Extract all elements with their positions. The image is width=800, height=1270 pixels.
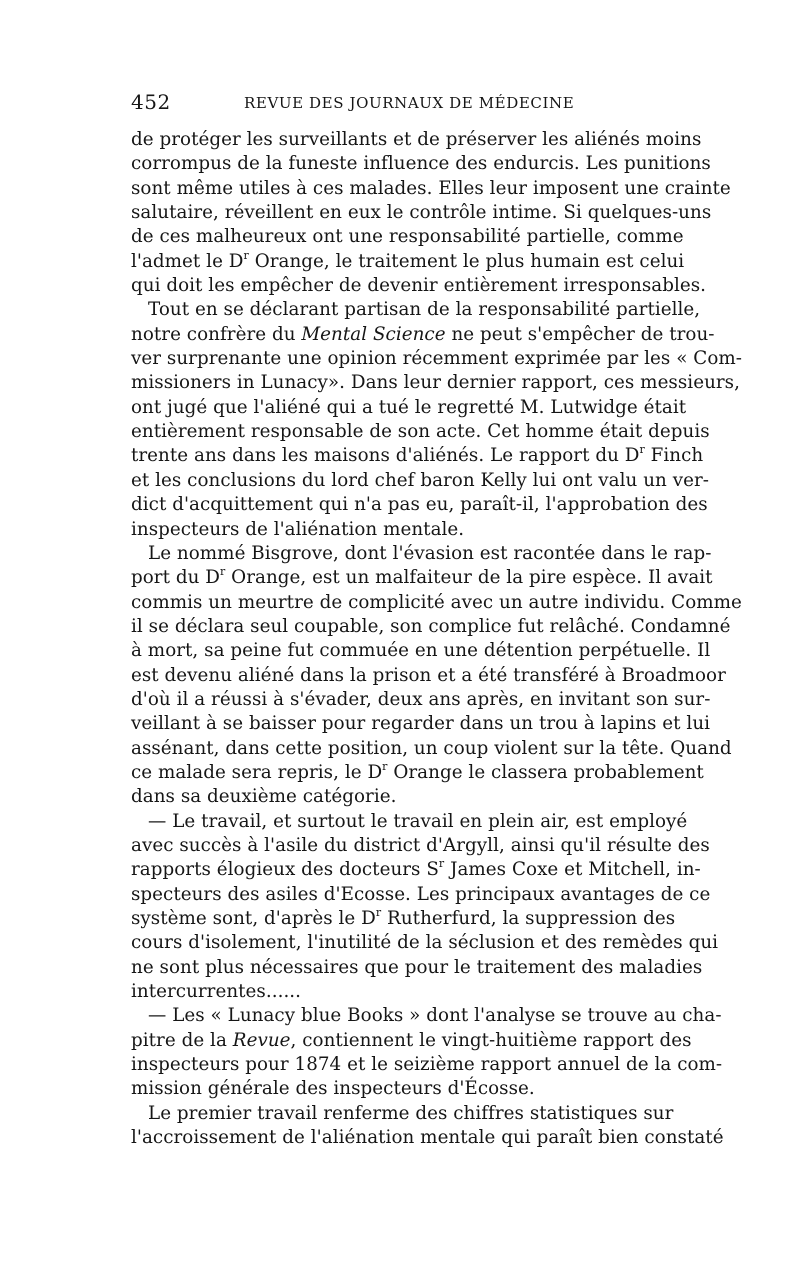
text-line xyxy=(131,1102,674,1126)
text-line xyxy=(131,225,684,249)
line-text-start: trente ans dans les maisons d'aliénés. Le rapport du D xyxy=(131,445,640,467)
text-line xyxy=(131,883,711,907)
text-line xyxy=(131,152,711,176)
text-line xyxy=(131,518,671,542)
text-line xyxy=(131,420,710,444)
text-line xyxy=(131,396,687,420)
line-text: de protéger les surveillants et de préserver les aliénés moins xyxy=(131,129,702,150)
text-line xyxy=(131,905,676,931)
line-text-start: pitre de la xyxy=(131,1029,233,1051)
line-text-start: port du D xyxy=(131,567,220,589)
text-line xyxy=(131,493,708,517)
running-title: REVUE DES JOURNAUX DE MÉDECINE xyxy=(244,94,575,112)
text-line xyxy=(131,639,711,663)
text-line xyxy=(131,298,701,322)
line-text-start: notre confrère du xyxy=(131,323,302,345)
line-text: intercurrentes...... xyxy=(131,981,302,1003)
line-text: specteurs des asiles d'Ecosse. Les principaux avantages de ce xyxy=(131,883,711,905)
line-text-end: , contiennent le vingt-huitième rapport des xyxy=(290,1029,692,1051)
text-line xyxy=(131,810,688,834)
line-text: inspecteurs pour 1874 et le seizième rapport annuel de la com- xyxy=(131,1054,723,1076)
line-text: est devenu aliéné dans la prison et a été transféré à Broadmoor xyxy=(131,664,726,686)
text-line xyxy=(131,591,742,615)
line-text: avec succès à l'asile du district d'Argyll, ainsi qu'il résulte des xyxy=(131,834,710,856)
line-text: corrompus de la funeste influence des endurcis. Les punitions xyxy=(131,153,711,175)
line-text: — Les « Lunacy blue Books » dont l'analyse se trouve au cha- xyxy=(148,1005,722,1027)
line-text: il se déclara seul coupable, son complice fut relâché. Condamné xyxy=(131,615,731,637)
text-line xyxy=(131,128,702,152)
line-text: veillant à se baisser pour regarder dans un trou à lapins et lui xyxy=(131,713,711,735)
line-text-end: Orange le classera probablement xyxy=(387,761,704,783)
text-line xyxy=(131,664,726,688)
text-line xyxy=(131,1053,723,1077)
text-line xyxy=(131,834,710,858)
text-line xyxy=(131,248,685,274)
line-text-start: ce malade sera repris, le D xyxy=(131,761,383,783)
superscript: r xyxy=(243,248,249,262)
page-number: 452 xyxy=(131,90,171,114)
text-line xyxy=(131,274,707,298)
line-text-start: système sont, d'après le D xyxy=(131,908,376,929)
line-text: salutaire, réveillent en eux le contrôle intime. Si quelques-uns xyxy=(131,202,712,224)
line-text-end: James Coxe et Mitchell, in- xyxy=(444,859,701,881)
line-text-start: l'admet le D xyxy=(131,250,244,272)
superscript: r xyxy=(220,565,226,579)
line-text: assénant, dans cette position, un coup violent sur la tête. Quand xyxy=(131,737,732,759)
line-text: commis un meurtre de complicité avec un autre individu. Comme xyxy=(131,591,742,613)
text-line xyxy=(131,565,713,590)
text-line xyxy=(131,1004,722,1028)
page-header xyxy=(131,90,671,116)
line-text: ont jugé que l'aliéné qui a tué le regretté M. Lutwidge était xyxy=(131,396,687,418)
line-text: mission générale des inspecteurs d'Écosse. xyxy=(131,1078,535,1100)
line-text: — Le travail, et surtout le travail en plein air, est employé xyxy=(148,810,688,832)
text-line xyxy=(131,759,704,785)
line-text-end: Finch xyxy=(644,445,704,467)
line-text: dict d'acquittement qui n'a pas eu, paraît-il, l'approbation des xyxy=(131,494,708,516)
text-line xyxy=(131,1029,692,1053)
text-line xyxy=(131,1077,671,1101)
superscript: r xyxy=(639,443,645,457)
superscript: r xyxy=(375,905,382,919)
text-line xyxy=(131,980,671,1004)
line-text: Le nommé Bisgrove, dont l'évasion est racontée dans le rap- xyxy=(148,542,712,564)
text-line xyxy=(131,443,704,468)
text-line xyxy=(131,177,731,201)
line-text: inspecteurs de l'aliénation mentale. xyxy=(131,518,465,540)
text-line xyxy=(131,688,711,712)
superscript: r xyxy=(438,857,445,871)
text-line xyxy=(131,956,703,980)
superscript: r xyxy=(382,759,388,773)
line-text: qui doit les empêcher de devenir entièrement irresponsables. xyxy=(131,275,707,297)
line-text: Tout en se déclarant partisan de la responsabilité partielle, xyxy=(148,299,701,321)
text-line xyxy=(131,615,731,639)
line-text-start: rapports élogieux des docteurs S xyxy=(131,859,439,881)
text-line xyxy=(131,712,711,736)
line-text: entièrement responsable de son acte. Cet homme était depuis xyxy=(131,421,710,443)
line-text: missioners in Lunacy». Dans leur dernier rapport, ces messieurs, xyxy=(131,372,740,394)
text-line xyxy=(131,201,712,225)
line-text: l'accroissement de l'aliénation mentale qui paraît bien constaté xyxy=(131,1127,724,1149)
text-line xyxy=(131,1126,724,1150)
line-text-end: Orange, est un malfaiteur de la pire espèce. Il avait xyxy=(225,567,713,589)
text-line xyxy=(131,371,740,395)
text-line xyxy=(131,323,715,347)
line-text: à mort, sa peine fut commuée en une détention perpétuelle. Il xyxy=(131,640,711,662)
text-line xyxy=(131,542,712,566)
text-line xyxy=(131,931,719,955)
body-text xyxy=(131,128,743,1150)
italic-title: Revue xyxy=(232,1029,291,1051)
line-text-end: Rutherfurd, la suppression des xyxy=(381,908,676,929)
line-text-end: Orange, le traitement le plus humain est celui xyxy=(248,250,685,272)
line-text: sont même utiles à ces malades. Elles leur imposent une crainte xyxy=(131,177,731,199)
italic-title: Mental Science xyxy=(301,323,446,345)
line-text: ne sont plus nécessaires que pour le traitement des maladies xyxy=(131,956,703,978)
line-text: de ces malheureux ont une responsabilité partielle, comme xyxy=(131,226,684,248)
line-text: et les conclusions du lord chef baron Kelly lui ont valu un ver- xyxy=(131,469,709,491)
text-line xyxy=(131,857,701,882)
line-text: Le premier travail renferme des chiffres statistiques sur xyxy=(148,1102,674,1124)
line-text-end: ne peut s'empêcher de trou- xyxy=(445,323,715,345)
line-text: dans sa deuxième catégorie. xyxy=(131,786,397,808)
line-text: ver surprenante une opinion récemment exprimée par les « Com- xyxy=(131,348,743,370)
text-line xyxy=(131,347,743,371)
text-line xyxy=(131,469,709,493)
text-line xyxy=(131,737,732,761)
text-line xyxy=(131,785,671,809)
line-text: cours d'isolement, l'inutilité de la séclusion et des remèdes qui xyxy=(131,932,719,954)
line-text: d'où il a réussi à s'évader, deux ans après, en invitant son sur- xyxy=(131,688,711,710)
